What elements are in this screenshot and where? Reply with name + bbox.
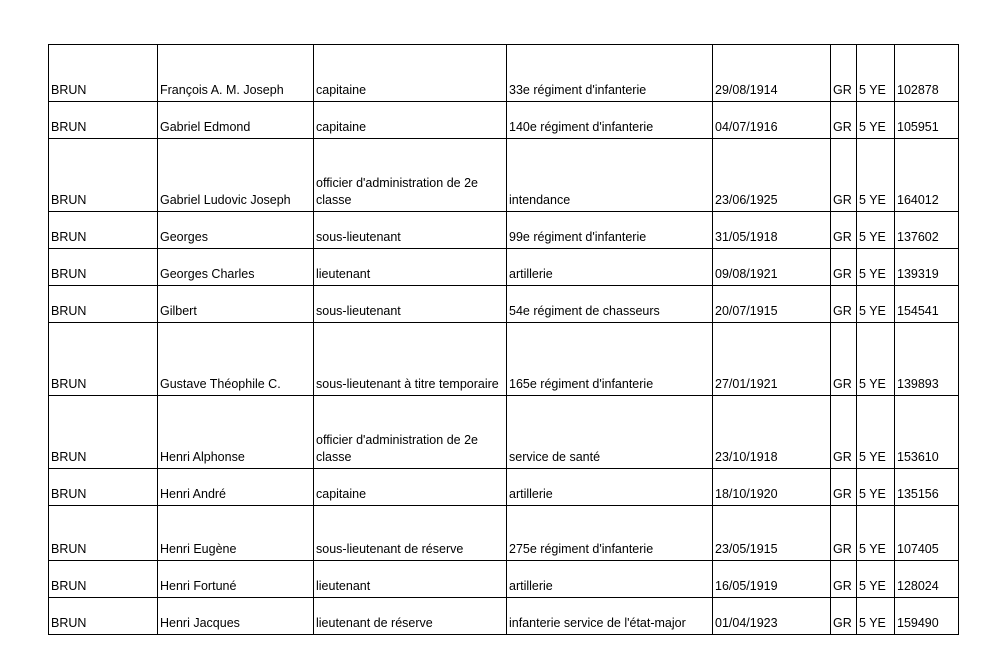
cell-unite: 275e régiment d'infanterie xyxy=(507,506,713,561)
cell-prenoms: François A. M. Joseph xyxy=(158,45,314,102)
cell-fonds: GR xyxy=(831,561,857,598)
cell-serie: 5 YE xyxy=(857,212,895,249)
cell-nom: BRUN xyxy=(49,469,158,506)
cell-prenoms: Georges xyxy=(158,212,314,249)
table-row xyxy=(49,139,959,212)
cell-numero: 105951 xyxy=(895,102,959,139)
cell-grade: officier d'administration de 2e classe xyxy=(314,139,507,212)
cell-unite: 33e régiment d'infanterie xyxy=(507,45,713,102)
table-row xyxy=(49,102,959,139)
cell-date: 09/08/1921 xyxy=(713,249,831,286)
cell-unite: artillerie xyxy=(507,561,713,598)
cell-serie: 5 YE xyxy=(857,45,895,102)
cell-date: 23/06/1925 xyxy=(713,139,831,212)
cell-date: 23/05/1915 xyxy=(713,506,831,561)
cell-numero: 154541 xyxy=(895,286,959,323)
cell-prenoms: Georges Charles xyxy=(158,249,314,286)
cell-nom: BRUN xyxy=(49,286,158,323)
cell-numero: 139893 xyxy=(895,323,959,396)
cell-numero: 139319 xyxy=(895,249,959,286)
table-row xyxy=(49,323,959,396)
cell-fonds: GR xyxy=(831,212,857,249)
cell-grade: sous-lieutenant xyxy=(314,286,507,323)
cell-prenoms: Henri Jacques xyxy=(158,598,314,635)
cell-nom: BRUN xyxy=(49,249,158,286)
cell-nom: BRUN xyxy=(49,212,158,249)
cell-grade: capitaine xyxy=(314,469,507,506)
cell-grade: lieutenant xyxy=(314,561,507,598)
cell-date: 27/01/1921 xyxy=(713,323,831,396)
cell-fonds: GR xyxy=(831,396,857,469)
cell-serie: 5 YE xyxy=(857,506,895,561)
cell-serie: 5 YE xyxy=(857,396,895,469)
cell-serie: 5 YE xyxy=(857,286,895,323)
cell-unite: artillerie xyxy=(507,469,713,506)
cell-grade: lieutenant xyxy=(314,249,507,286)
cell-nom: BRUN xyxy=(49,396,158,469)
cell-nom: BRUN xyxy=(49,323,158,396)
cell-nom: BRUN xyxy=(49,45,158,102)
cell-grade: capitaine xyxy=(314,102,507,139)
cell-date: 20/07/1915 xyxy=(713,286,831,323)
cell-unite: artillerie xyxy=(507,249,713,286)
table-row xyxy=(49,45,959,102)
cell-unite: infanterie service de l'état-major xyxy=(507,598,713,635)
cell-grade: officier d'administration de 2e classe xyxy=(314,396,507,469)
cell-serie: 5 YE xyxy=(857,598,895,635)
cell-date: 29/08/1914 xyxy=(713,45,831,102)
cell-numero: 159490 xyxy=(895,598,959,635)
table-row xyxy=(49,598,959,635)
cell-fonds: GR xyxy=(831,102,857,139)
cell-prenoms: Henri Eugène xyxy=(158,506,314,561)
cell-date: 23/10/1918 xyxy=(713,396,831,469)
cell-date: 18/10/1920 xyxy=(713,469,831,506)
cell-numero: 153610 xyxy=(895,396,959,469)
cell-date: 31/05/1918 xyxy=(713,212,831,249)
cell-nom: BRUN xyxy=(49,506,158,561)
table-row xyxy=(49,469,959,506)
cell-grade: lieutenant de réserve xyxy=(314,598,507,635)
table-row xyxy=(49,506,959,561)
table-row xyxy=(49,286,959,323)
table-row xyxy=(49,249,959,286)
cell-numero: 137602 xyxy=(895,212,959,249)
cell-serie: 5 YE xyxy=(857,249,895,286)
cell-serie: 5 YE xyxy=(857,561,895,598)
cell-prenoms: Gustave Théophile C. xyxy=(158,323,314,396)
cell-prenoms: Henri Fortuné xyxy=(158,561,314,598)
cell-grade: sous-lieutenant à titre temporaire xyxy=(314,323,507,396)
cell-prenoms: Henri André xyxy=(158,469,314,506)
cell-numero: 107405 xyxy=(895,506,959,561)
cell-fonds: GR xyxy=(831,249,857,286)
cell-fonds: GR xyxy=(831,469,857,506)
cell-prenoms: Henri Alphonse xyxy=(158,396,314,469)
cell-grade: capitaine xyxy=(314,45,507,102)
cell-nom: BRUN xyxy=(49,139,158,212)
cell-date: 04/07/1916 xyxy=(713,102,831,139)
table-row xyxy=(49,561,959,598)
cell-unite: intendance xyxy=(507,139,713,212)
cell-unite: 165e régiment d'infanterie xyxy=(507,323,713,396)
cell-nom: BRUN xyxy=(49,561,158,598)
cell-unite: 54e régiment de chasseurs xyxy=(507,286,713,323)
cell-numero: 102878 xyxy=(895,45,959,102)
cell-unite: 140e régiment d'infanterie xyxy=(507,102,713,139)
table-row xyxy=(49,396,959,469)
cell-fonds: GR xyxy=(831,139,857,212)
cell-prenoms: Gabriel Edmond xyxy=(158,102,314,139)
cell-fonds: GR xyxy=(831,598,857,635)
cell-serie: 5 YE xyxy=(857,323,895,396)
cell-serie: 5 YE xyxy=(857,469,895,506)
cell-numero: 128024 xyxy=(895,561,959,598)
officer-register-table xyxy=(48,44,959,635)
cell-nom: BRUN xyxy=(49,598,158,635)
cell-grade: sous-lieutenant de réserve xyxy=(314,506,507,561)
table-row xyxy=(49,212,959,249)
cell-date: 01/04/1923 xyxy=(713,598,831,635)
cell-numero: 135156 xyxy=(895,469,959,506)
cell-date: 16/05/1919 xyxy=(713,561,831,598)
cell-fonds: GR xyxy=(831,45,857,102)
cell-numero: 164012 xyxy=(895,139,959,212)
cell-unite: service de santé xyxy=(507,396,713,469)
cell-nom: BRUN xyxy=(49,102,158,139)
cell-fonds: GR xyxy=(831,323,857,396)
cell-fonds: GR xyxy=(831,286,857,323)
cell-serie: 5 YE xyxy=(857,102,895,139)
cell-serie: 5 YE xyxy=(857,139,895,212)
cell-prenoms: Gilbert xyxy=(158,286,314,323)
cell-fonds: GR xyxy=(831,506,857,561)
cell-prenoms: Gabriel Ludovic Joseph xyxy=(158,139,314,212)
cell-grade: sous-lieutenant xyxy=(314,212,507,249)
cell-unite: 99e régiment d'infanterie xyxy=(507,212,713,249)
